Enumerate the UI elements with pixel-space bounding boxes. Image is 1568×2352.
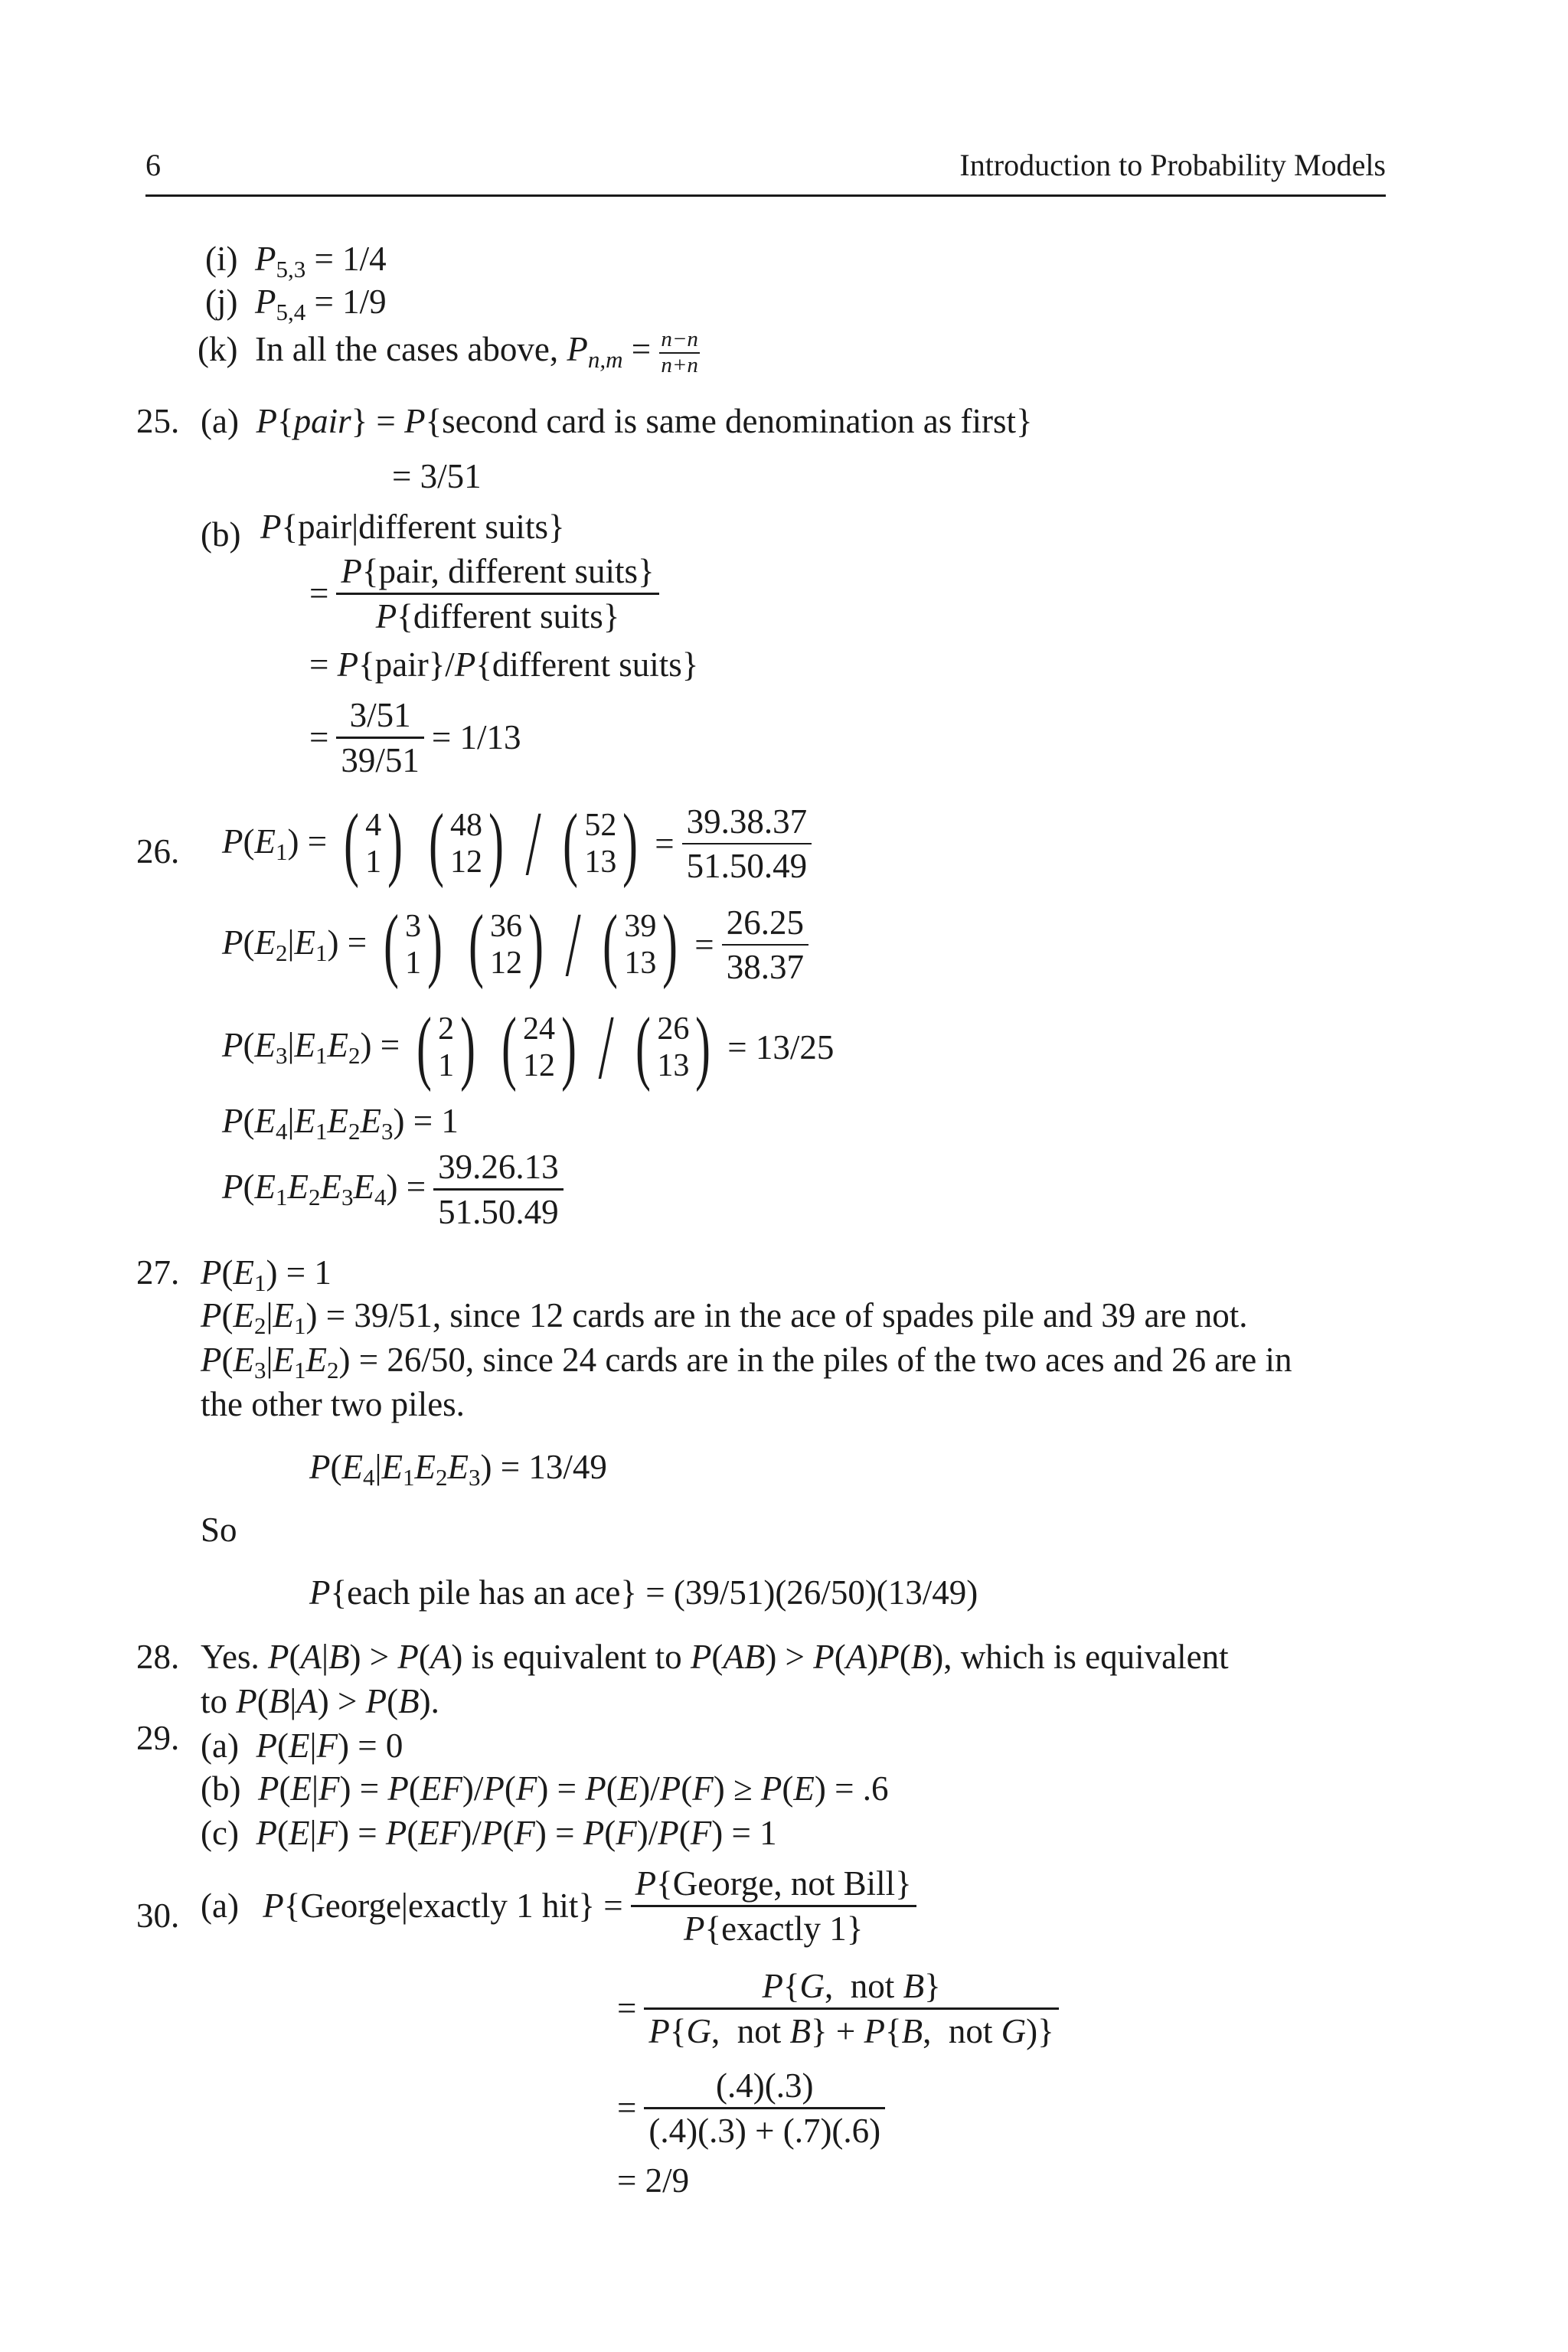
problem-25b-result: = $\frac{3/51}{39/51}$ = 1/13	[309, 696, 521, 779]
running-title: Introduction to Probability Models	[959, 148, 1386, 182]
item-24i: (i) $P_{5,3} = 1/4$	[205, 240, 387, 283]
page-number: 6	[145, 148, 161, 182]
problem-25b-expr: P{pair|different suits}	[260, 508, 565, 546]
problem-25b-fraction: = $\frac{\text{P\{pair, different suits\}}}{\text{P\{different suits\}}}$	[309, 550, 659, 638]
problem-27-l1: $P(E_1) = 1$	[201, 1253, 332, 1296]
problem-27-l3: $P(E_3|E_1E_2) = 26/50$, since 24 cards are in the piles of the two aces and 26 are in	[201, 1341, 1292, 1383]
problem-27-so: So	[201, 1511, 237, 1549]
problem-26-number: 26.	[136, 832, 180, 871]
problem-25a: (a) P{pair} = P{second card is same denomination as first}	[201, 402, 1033, 440]
problem-30-number: 30.	[136, 1896, 180, 1935]
problem-29b: (b) P(E|F) = P(EF)/P(F) = P(E)/P(F) ≥ P(E) = .6	[201, 1769, 889, 1808]
problem-26-row2: $P(E_2|E_1)$ = ( 3 1 ) ( 36 12 ) / ( 39 13 ) = $\frac{26.25}{38.37}$	[222, 899, 808, 991]
problem-29a: (a) P(E|F) = 0	[201, 1726, 403, 1765]
item-24j: (j) $P_{5,4} = 1/9$	[205, 283, 387, 325]
problem-25a-line2: = 3/51	[392, 457, 482, 495]
problem-29c: (c) P(E|F) = P(EF)/P(F) = P(F)/P(F) = 1	[201, 1814, 777, 1852]
problem-26-row3: $P(E_3|E_1E_2)$ = ( 2 1 ) ( 24 12 ) / ( 26 13 ) = 13/25	[222, 996, 835, 1098]
problem-28-line1: Yes. P(A|B) > P(A) is equivalent to P(AB) > P(A)P(B), which is equivalent	[201, 1638, 1229, 1676]
problem-26-row4: $P(E_4|E_1E_2E_3) = 1$	[222, 1102, 459, 1145]
problem-30a-row1: (a) P{George|exactly 1 hit} = $\frac{\text{P\{George, not Bill\}}}{\text{P\{exactly 1\}}}$	[201, 1862, 916, 1950]
problem-29-number: 29.	[136, 1719, 180, 1757]
problem-26-row1: $P(E_1)$ = ( 4 1 ) ( 48 12 ) / ( 52 13 ) = $\frac{39.38.37}{51.50.49}$	[222, 798, 812, 890]
problem-27-l4: the other two piles.	[201, 1385, 465, 1423]
problem-27-number: 27.	[136, 1253, 180, 1292]
problem-30a-result: = 2/9	[617, 2161, 690, 2200]
problem-25b-label: (b)	[201, 515, 241, 554]
problem-26-row5: $P(E_1E_2E_3E_4)$ = $\frac{39.26.13}{51.50.49}$	[222, 1145, 564, 1233]
problem-30a-row3: = $\frac{(.4)(.3)}{(.4)(.3) + (.7)(.6)}$	[617, 2064, 885, 2152]
problem-28-number: 28.	[136, 1638, 180, 1676]
header-rule	[145, 194, 1386, 197]
problem-25b-line3: = P{pair}/P{different suits}	[309, 645, 699, 684]
problem-27-l2: $P(E_2|E_1) = 39/51$, since 12 cards are in the ace of spades pile and 39 are not.	[201, 1296, 1248, 1339]
problem-30a-row2: = $\frac{\text{P\{G, not B\}}}{\text{P\{G, not B\} + P\{B, not G)\}}}$	[617, 1965, 1059, 2053]
problem-27-l6: P{each pile has an ace} = (39/51)(26/50)(13/49)	[309, 1573, 978, 1612]
problem-28-line2: to P(B|A) > P(B).	[201, 1682, 439, 1720]
problem-27-l5: $P(E_4|E_1E_2E_3) = 13/49$	[309, 1448, 607, 1491]
problem-25-number: 25.	[136, 402, 180, 440]
item-24k: (k) In all the cases above, $P_{n,m}$ = $\frac{n-n}{n+n}$	[198, 327, 698, 377]
